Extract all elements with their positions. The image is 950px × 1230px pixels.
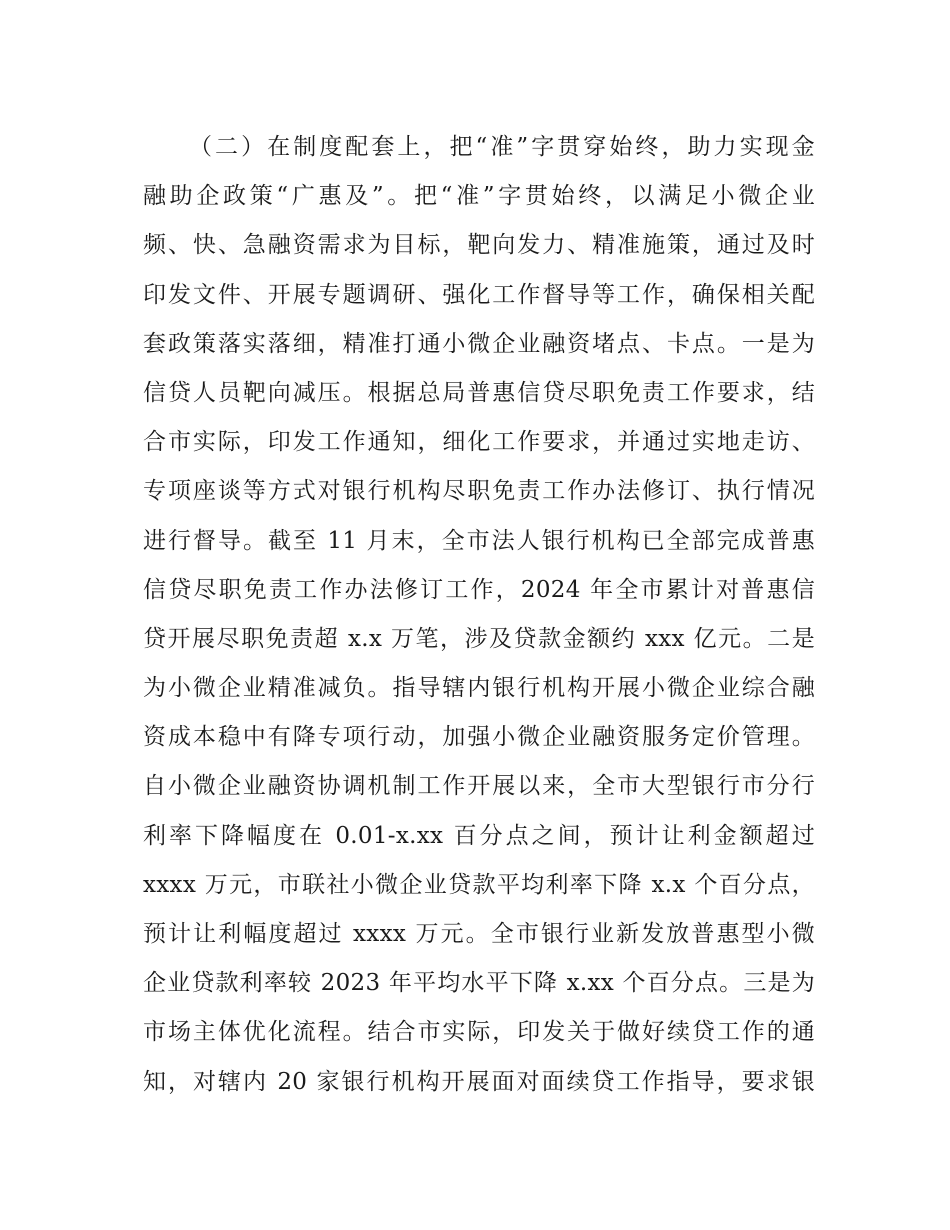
paragraph-line: 融助企政策“广惠及”。把“准”字贯始终，以满足小微企业 (143, 183, 815, 210)
paragraph-line: 预计让利幅度超过 xxxx 万元。全市银行业新发放普惠型小微 (143, 921, 815, 947)
paragraph-line: 市场主体优化流程。结合市实际，印发关于做好续贷工作的通 (143, 1019, 815, 1046)
paragraph-line: 套政策落实落细，精准打通小微企业融资堵点、卡点。一是为 (143, 330, 815, 357)
paragraph-line: 利率下降幅度在 0.01-x.xx 百分点之间，预计让利金额超过 (143, 822, 815, 849)
paragraph-line: 频、快、急融资需求为目标，靶向发力、精准施策，通过及时 (143, 232, 815, 259)
paragraph-line: （二）在制度配套上，把“准”字贯穿始终，助力实现金 (189, 134, 815, 160)
paragraph-line: 为小微企业精准减负。指导辖内银行机构开展小微企业综合融 (143, 675, 815, 702)
paragraph-line: 专项座谈等方式对银行机构尽职免责工作办法修订、执行情况 (143, 478, 815, 505)
paragraph-line: 资成本稳中有降专项行动，加强小微企业融资服务定价管理。 (143, 724, 815, 751)
paragraph-line: 进行督导。截至 11 月末，全市法人银行机构已全部完成普惠 (143, 527, 815, 554)
paragraph-line: 印发文件、开展专题调研、强化工作督导等工作，确保相关配 (143, 281, 815, 308)
paragraph-line: 企业贷款利率较 2023 年平均水平下降 x.xx 个百分点。三是为 (143, 970, 815, 997)
paragraph-line: 自小微企业融资协调机制工作开展以来，全市大型银行市分行 (143, 773, 815, 800)
paragraph-line: 知，对辖内 20 家银行机构开展面对面续贷工作指导，要求银 (143, 1068, 815, 1095)
body-paragraph (143, 123, 815, 1107)
paragraph-line: 信贷人员靶向减压。根据总局普惠信贷尽职免责工作要求，结 (143, 379, 815, 406)
paragraph-line: xxxx 万元，市联社小微企业贷款平均利率下降 x.x 个百分点， (143, 871, 815, 898)
paragraph-line: 贷开展尽职免责超 x.x 万笔，涉及贷款金额约 xxx 亿元。二是 (143, 625, 815, 652)
paragraph-line: 合市实际，印发工作通知，细化工作要求，并通过实地走访、 (143, 429, 815, 456)
paragraph-line: 信贷尽职免责工作办法修订工作，2024 年全市累计对普惠信 (143, 576, 815, 603)
